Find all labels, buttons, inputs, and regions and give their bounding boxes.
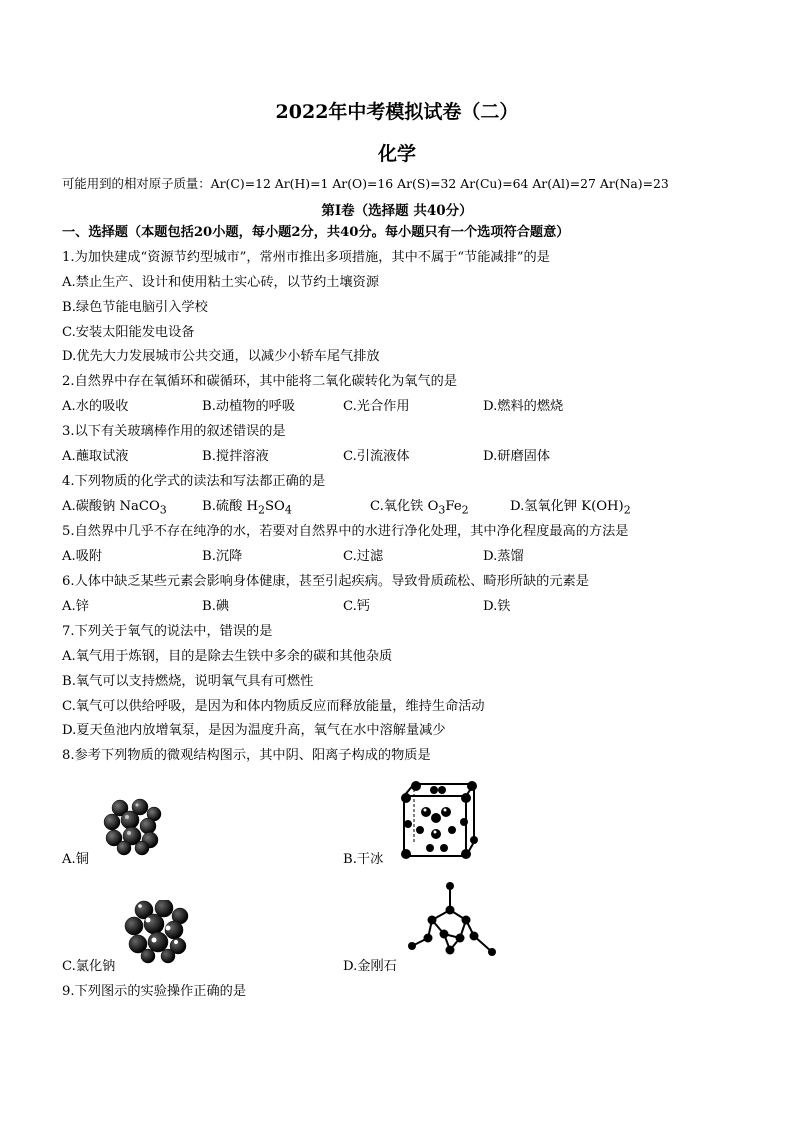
- q4-option-d: D.氢氧化钾 $K(OH)_2$: [510, 499, 631, 517]
- q5-option-d: D.蒸馏: [483, 549, 524, 564]
- question-9-stem: 9.下列图示的实验操作正确的是: [62, 984, 247, 999]
- q3-options: [62, 448, 762, 466]
- part-title: 第Ⅰ卷（选择题 共40分）: [321, 203, 473, 219]
- q3-option-d: D.研磨固体: [483, 449, 551, 464]
- q5-option-a: A.吸附: [62, 549, 103, 564]
- q8-option-a: A.铜: [62, 852, 89, 867]
- subject-title: 化学: [377, 143, 416, 165]
- q4-options: [62, 498, 762, 516]
- q5-option-b: B.沉降: [202, 549, 243, 564]
- question-1-stem: 1.为加快建成“资源节约型城市”，常州市推出多项措施，其中不属于“节能减排”的是: [62, 250, 550, 265]
- q6-options: [62, 598, 762, 616]
- q6-option-d: D.铁: [483, 599, 511, 614]
- q4-option-c: C.氧化铁 $O_3Fe_2$: [370, 499, 469, 517]
- diamond-lattice-icon: [404, 880, 500, 966]
- copper-lattice-icon: [100, 798, 166, 856]
- q2-option-d: D.燃料的燃烧: [483, 399, 564, 414]
- q8-option-d: D.金刚石: [343, 959, 397, 974]
- atomic-masses: 可能用到的相对原子质量：Ar(C)=12 Ar(H)=1 Ar(O)=16 Ar(S)=32 Ar(Cu)=64 Ar(Al)=27 Ar(Na)=23: [62, 176, 669, 191]
- question-4-stem: 4.下列物质的化学式的读法和写法都正确的是: [62, 474, 326, 489]
- q6-option-a: A.锌: [62, 599, 89, 614]
- q3-option-c: C.引流液体: [343, 449, 410, 464]
- q4-option-b: B.硫酸 $H_2SO_4$: [202, 499, 292, 517]
- q1-option-b: B.绿色节能电脑引入学校: [62, 300, 208, 315]
- q7-option-a: A.氧气用于炼钢，目的是除去生铁中多余的碳和其他杂质: [62, 649, 393, 664]
- question-5-stem: 5.自然界中几乎不存在纯净的水，若要对自然界中的水进行净化处理，其中净化程度最高的方法是: [62, 524, 629, 539]
- q4-option-a: A.碳酸钠 NaCO$_3$: [62, 499, 167, 517]
- question-8-stem: 8.参考下列物质的微观结构图示，其中阴、阳离子构成的物质是: [62, 748, 431, 763]
- exam-title: 2022年中考模拟试卷（二）: [275, 101, 519, 123]
- q6-option-c: C.钙: [343, 599, 370, 614]
- q1-option-a: A.禁止生产、设计和使用粘土实心砖，以节约土壤资源: [62, 275, 380, 290]
- q7-option-d: D.夏天鱼池内放增氧泵，是因为温度升高，氧气在水中溶解量减少: [62, 723, 446, 738]
- question-6-stem: 6.人体中缺乏某些元素会影响身体健康，甚至引起疾病。导致骨质疏松、畸形所缺的元素是: [62, 574, 589, 589]
- q8-option-c: C.氯化钠: [62, 959, 116, 974]
- q5-options: [62, 548, 762, 566]
- q5-option-c: C.过滤: [343, 549, 384, 564]
- q3-option-b: B.搅拌溶液: [202, 449, 269, 464]
- question-7-stem: 7.下列关于氧气的说法中，错误的是: [62, 624, 273, 639]
- question-3-stem: 3.以下有关玻璃棒作用的叙述错误的是: [62, 424, 286, 439]
- q3-option-a: A.蘸取试液: [62, 449, 129, 464]
- question-2-stem: 2.自然界中存在氧循环和碳循环，其中能将二氧化碳转化为氧气的是: [62, 374, 458, 389]
- sodium-chloride-lattice-icon: [124, 900, 190, 964]
- section-title: 一、选择题（本题包括20小题，每小题2分，共40分。每小题只有一个选项符合题意）: [62, 225, 570, 240]
- dry-ice-lattice-icon: [390, 776, 480, 860]
- q1-option-d: D.优先大力发展城市公共交通，以减少小轿车尾气排放: [62, 349, 380, 364]
- q2-options: [62, 398, 762, 416]
- q1-option-c: C.安装太阳能发电设备: [62, 325, 195, 340]
- q2-option-b: B.动植物的呼吸: [202, 399, 296, 414]
- q7-option-b: B.氧气可以支持燃烧，说明氧气具有可燃性: [62, 674, 314, 689]
- q8-option-b: B.干冰: [343, 852, 384, 867]
- q2-option-a: A.水的吸收: [62, 399, 129, 414]
- q2-option-c: C.光合作用: [343, 399, 410, 414]
- q6-option-b: B.碘: [202, 599, 230, 614]
- q7-option-c: C.氧气可以供给呼吸，是因为和体内物质反应而释放能量，维持生命活动: [62, 699, 485, 714]
